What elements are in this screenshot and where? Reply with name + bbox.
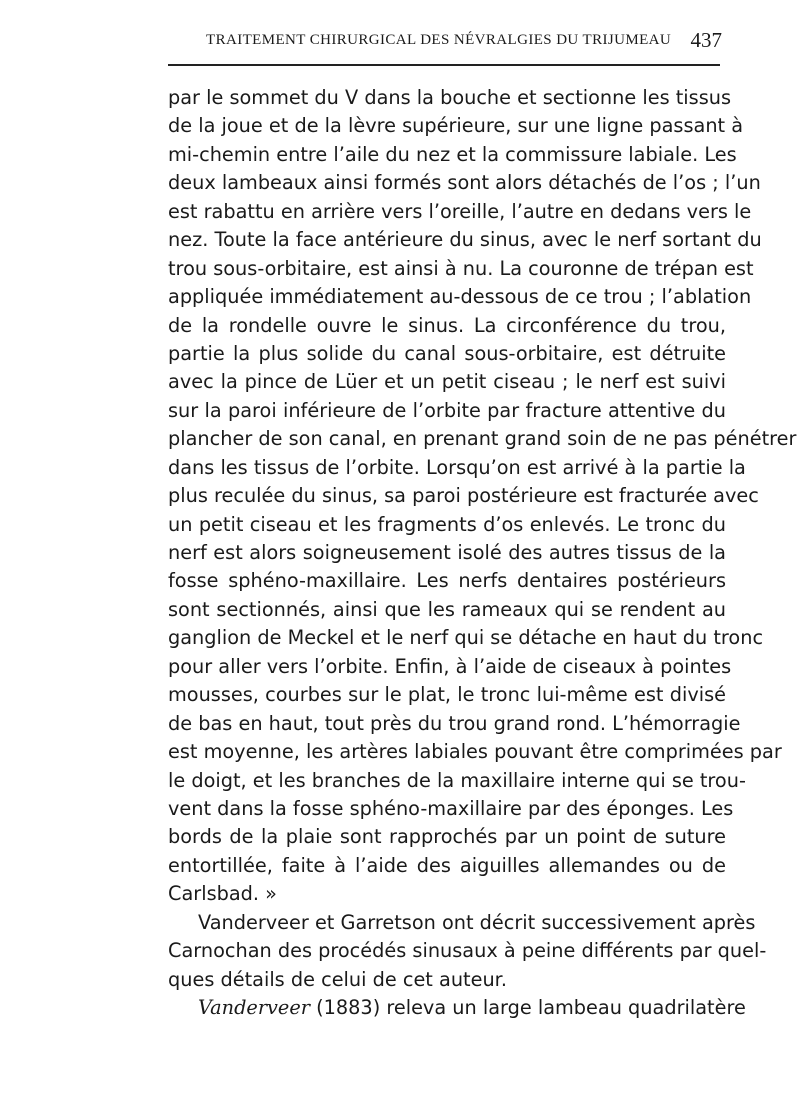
text-line: Carnochan des procédés sinusaux à peine différents par quel- — [168, 939, 767, 963]
text-line: plus reculée du sinus, sa paroi postérieure est fracturée avec — [168, 484, 759, 508]
text-line: est rabattu en arrière vers l’oreille, l’autre en dedans vers le — [168, 199, 752, 223]
text-line: sont sectionnés, ainsi que les rameaux qui se rendent au — [168, 597, 726, 621]
text-line: bords de la plaie sont rapprochés par un point de suture — [168, 825, 726, 849]
text-line: trou sous-orbitaire, est ainsi à nu. La couronne de trépan est — [168, 256, 754, 280]
text-line: vent dans la fosse sphéno-maxillaire par des éponges. Les — [168, 796, 734, 820]
text-line: partie la plus solide du canal sous-orbitaire, est détruite — [168, 341, 726, 365]
text-line: mousses, courbes sur le plat, le tronc lui-même est divisé — [168, 683, 726, 707]
text-line: mi-chemin entre l’aile du nez et la commissure labiale. Les — [168, 142, 737, 166]
running-head — [168, 28, 726, 52]
text-line: par le sommet du V dans la bouche et sectionne les tissus — [168, 86, 732, 109]
text-line: appliquée immédiatement au-dessous de ce trou ; l’ablation — [168, 285, 752, 309]
paragraph-2 — [168, 909, 767, 994]
text-run: (1883) releva un large lambeau quadrilatère — [309, 996, 746, 1019]
text-line: entortillée, faite à l’aide des aiguilles allemandes ou de — [168, 853, 726, 877]
text-line: avec la pince de Lüer et un petit ciseau ; le nerf est suivi — [168, 370, 726, 394]
text-line: sur la paroi inférieure de l’orbite par fracture attentive du — [168, 398, 726, 422]
text-line: Carlsbad. » — [168, 882, 277, 906]
text-line: de bas en haut, tout près du trou grand rond. L’hémorragie — [168, 711, 741, 735]
text-line — [168, 994, 746, 1022]
text-line: plancher de son canal, en prenant grand soin de ne pas pénétrer — [168, 427, 797, 451]
text-line: dans les tissus de l’orbite. Lorsqu’on est arrivé à la partie la — [168, 455, 746, 479]
text-line: de la rondelle ouvre le sinus. La circonférence du trou, — [168, 313, 726, 337]
body-text — [168, 84, 797, 1022]
text-line: de la joue et de la lèvre supérieure, sur une ligne passant à — [168, 114, 744, 138]
page-number: 437 — [690, 28, 722, 52]
text-line: pour aller vers l’orbite. Enfin, à l’aide de ciseaux à pointes — [168, 654, 732, 678]
paragraph-1 — [168, 84, 797, 909]
text-line: ques détails de celui de cet auteur. — [168, 967, 507, 991]
text-line: Vanderveer et Garretson ont décrit successivement après — [198, 910, 756, 934]
text-line: fosse sphéno-maxillaire. Les nerfs dentaires postérieurs — [168, 569, 726, 593]
author-name: Vanderveer — [198, 996, 310, 1019]
text-line: le doigt, et les branches de la maxillaire interne qui se trou- — [168, 768, 746, 792]
text-line: nez. Toute la face antérieure du sinus, avec le nerf sortant du — [168, 228, 762, 252]
text-line: un petit ciseau et les fragments d’os enlevés. Le tronc du — [168, 512, 726, 536]
text-line: deux lambeaux ainsi formés sont alors détachés de l’os ; l’un — [168, 171, 761, 195]
running-title: TRAITEMENT CHIRURGICAL DES NÉVRALGIES DU TRIJUMEAU — [206, 32, 672, 48]
text-line: ganglion de Meckel et le nerf qui se détache en haut du tronc — [168, 626, 764, 650]
header-rule — [168, 64, 720, 66]
text-line: est moyenne, les artères labiales pouvant être comprimées par — [168, 740, 782, 764]
paragraph-3 — [168, 994, 746, 1022]
text-line: nerf est alors soigneusement isolé des autres tissus de la — [168, 541, 726, 564]
